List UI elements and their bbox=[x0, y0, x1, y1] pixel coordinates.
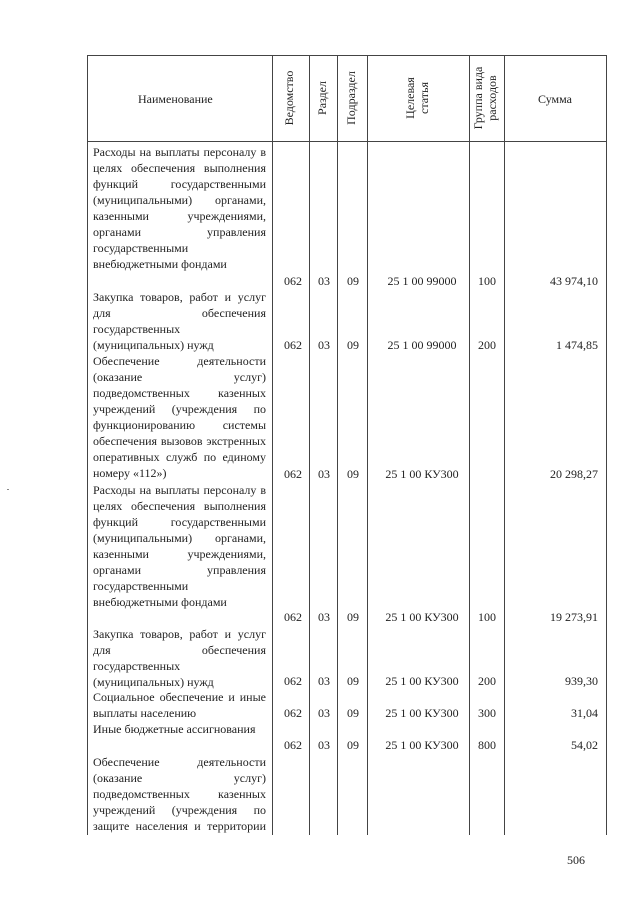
cell-podrazdel: 09 bbox=[347, 738, 359, 752]
cell-summa: 939,30 bbox=[565, 674, 598, 688]
cell-summa: 54,02 bbox=[571, 738, 598, 752]
row-name: Расходы на выплаты персоналу в целях обеспечения выполнения функций государственными (муниципальными) органами, казенными учреждениями, органами управления государственными внебюджетными фондами bbox=[93, 145, 266, 271]
row-name: Обеспечение деятельности (оказание услуг) подведомственных казенных учреждений (учреждения по функционированию системы обеспечения вызовов экстренных оперативных служб по единому номеру «112») bbox=[93, 354, 266, 480]
cell-vedomstvo: 062 bbox=[284, 274, 302, 288]
cell-vedomstvo: 062 bbox=[284, 467, 302, 481]
cell-razdel: 03 bbox=[318, 706, 330, 720]
header-celevaya-line1: Целевая bbox=[403, 77, 417, 119]
cell-gruppa: 200 bbox=[478, 674, 496, 688]
cell-podrazdel: 09 bbox=[347, 706, 359, 720]
page-number: 506 bbox=[567, 853, 585, 867]
col-border-6 bbox=[504, 55, 505, 835]
cell-summa: 43 974,10 bbox=[550, 274, 598, 288]
cell-summa: 20 298,27 bbox=[550, 467, 598, 481]
row-name: Закупка товаров, работ и услуг для обеспечения государственных (муниципальных) нужд bbox=[93, 290, 266, 352]
cell-gruppa: 300 bbox=[478, 706, 496, 720]
table-top-border bbox=[87, 55, 607, 56]
cell-celevaya: 25 1 00 99000 bbox=[387, 274, 457, 288]
cell-gruppa: 200 bbox=[478, 338, 496, 352]
cell-razdel: 03 bbox=[318, 338, 330, 352]
row-name: Закупка товаров, работ и услуг для обеспечения государственных (муниципальных) нужд bbox=[93, 627, 266, 689]
row-name: Обеспечение деятельности (оказание услуг) подведомственных казенных учреждений (учреждения по защите населения и территории bbox=[93, 755, 266, 833]
cell-razdel: 03 bbox=[318, 467, 330, 481]
header-gruppa-line1: Группа вида bbox=[471, 66, 485, 130]
cell-vedomstvo: 062 bbox=[284, 674, 302, 688]
header-bottom-border bbox=[87, 141, 607, 142]
cell-gruppa: 100 bbox=[478, 610, 496, 624]
col-border-3 bbox=[337, 55, 338, 835]
header-podrazdel: Подраздел bbox=[344, 71, 358, 125]
row-name: Иные бюджетные ассигнования bbox=[93, 722, 256, 736]
row-name: Расходы на выплаты персоналу в целях обеспечения выполнения функций государственными (муниципальными) органами, казенными учреждениями, органами управления государственными внебюджетными фондами bbox=[93, 483, 266, 609]
cell-celevaya: 25 1 00 КУ300 bbox=[385, 738, 459, 752]
header-gruppa-line2: расходов bbox=[485, 75, 499, 121]
cell-razdel: 03 bbox=[318, 274, 330, 288]
cell-vedomstvo: 062 bbox=[284, 610, 302, 624]
cell-celevaya: 25 1 00 99000 bbox=[387, 338, 457, 352]
col-border-1 bbox=[272, 55, 273, 835]
header-name: Наименование bbox=[138, 92, 213, 106]
col-border-4 bbox=[367, 55, 368, 835]
cell-podrazdel: 09 bbox=[347, 274, 359, 288]
cell-podrazdel: 09 bbox=[347, 610, 359, 624]
cell-podrazdel: 09 bbox=[347, 467, 359, 481]
row-name: Социальное обеспечение и иные выплаты населению bbox=[93, 690, 266, 720]
cell-gruppa: 100 bbox=[478, 274, 496, 288]
cell-summa: 31,04 bbox=[571, 706, 598, 720]
scan-speck bbox=[7, 489, 9, 490]
cell-celevaya: 25 1 00 КУ300 bbox=[385, 674, 459, 688]
cell-celevaya: 25 1 00 КУ300 bbox=[385, 706, 459, 720]
cell-podrazdel: 09 bbox=[347, 674, 359, 688]
header-celevaya-line2: статья bbox=[417, 82, 431, 114]
col-border-7 bbox=[606, 55, 607, 835]
header-vedomstvo: Ведомство bbox=[282, 70, 296, 126]
cell-razdel: 03 bbox=[318, 738, 330, 752]
cell-vedomstvo: 062 bbox=[284, 738, 302, 752]
cell-podrazdel: 09 bbox=[347, 338, 359, 352]
col-border-0 bbox=[87, 55, 88, 835]
cell-summa: 19 273,91 bbox=[550, 610, 598, 624]
cell-razdel: 03 bbox=[318, 610, 330, 624]
cell-celevaya: 25 1 00 КУ300 bbox=[385, 467, 459, 481]
header-razdel: Раздел bbox=[315, 81, 329, 115]
cell-vedomstvo: 062 bbox=[284, 338, 302, 352]
cell-razdel: 03 bbox=[318, 674, 330, 688]
cell-summa: 1 474,85 bbox=[556, 338, 598, 352]
cell-vedomstvo: 062 bbox=[284, 706, 302, 720]
header-summa: Сумма bbox=[538, 92, 572, 106]
col-border-2 bbox=[309, 55, 310, 835]
cell-celevaya: 25 1 00 КУ300 bbox=[385, 610, 459, 624]
cell-gruppa: 800 bbox=[478, 738, 496, 752]
